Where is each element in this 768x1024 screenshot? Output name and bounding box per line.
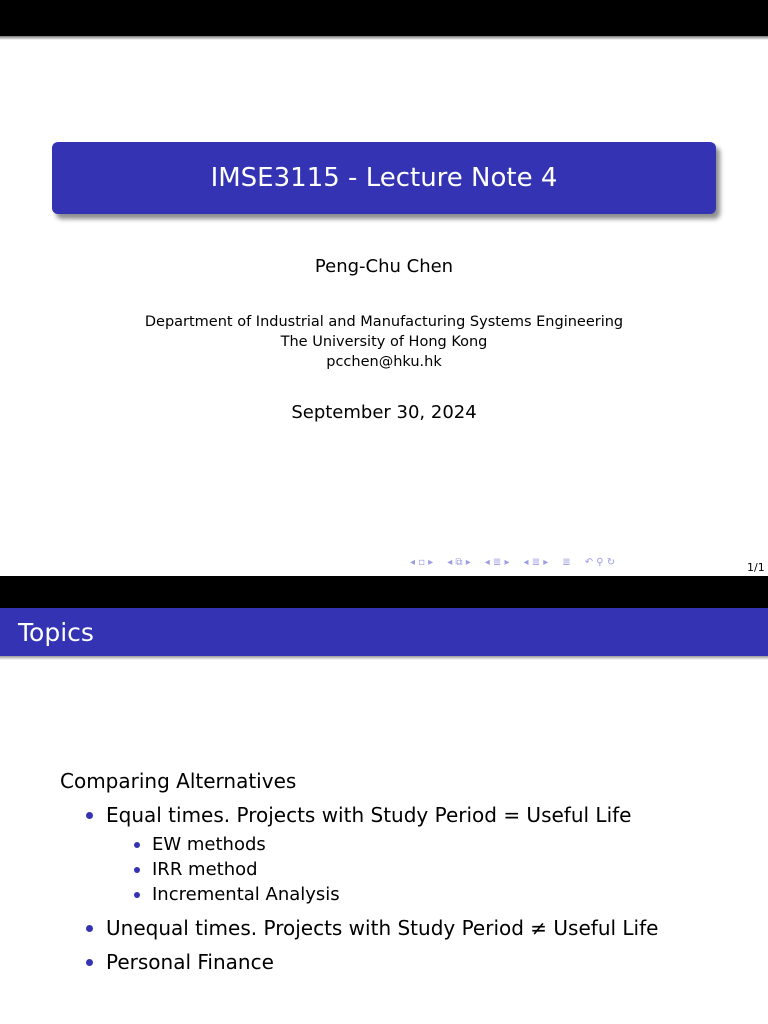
nav-search-icon[interactable]: ↶ ⚲ ↻ [584,557,616,568]
section-heading: Comparing Alternatives [60,769,297,793]
frame-title-bar [0,608,768,656]
nav-section-alt-icon[interactable]: ◂ ≣ ▸ [523,557,549,568]
list-item [60,800,760,907]
title-box [52,142,716,214]
sub-list-item: IRR method [106,857,760,882]
list-item [60,913,760,943]
list-item-text: Personal Finance [106,950,274,974]
university: The University of Hong Kong [280,334,488,350]
nav-section-icon[interactable]: ◂ ≣ ▸ [484,557,510,568]
email: pcchen@hku.hk [326,354,442,370]
navigation-bar [410,557,615,571]
slide-content [60,766,760,977]
list-item-text: Unequal times. Projects with Study Period ≠ Useful Life [106,916,659,940]
author: Peng-Chu Chen [314,256,454,277]
top-bar-shadow [0,36,768,40]
sub-list-item: Incremental Analysis [106,882,760,907]
list-item-text: Equal times. Projects with Study Period = Useful Life [106,803,632,827]
list-item [60,947,760,977]
top-bar [0,0,768,36]
presentation-title: IMSE3115 - Lecture Note 4 [210,163,558,193]
institute [0,312,768,372]
department: Department of Industrial and Manufacturing Systems Engineering [144,314,624,330]
top-bar [0,576,768,612]
frame-title: Topics [18,617,94,647]
topic-list [60,800,760,977]
nav-doc-icon[interactable]: ≣ [562,557,571,568]
nav-subsection-icon[interactable]: ◂ ⧉ ▸ [447,557,471,568]
nav-frame-icon[interactable]: ◂ ▫ ▸ [410,557,434,568]
sub-list [106,832,760,907]
sub-list-item: EW methods [106,832,760,857]
frame-title-shadow [0,656,768,660]
page-number: 1/1 [747,561,765,574]
topics-slide [0,576,768,1024]
date: September 30, 2024 [291,402,477,423]
